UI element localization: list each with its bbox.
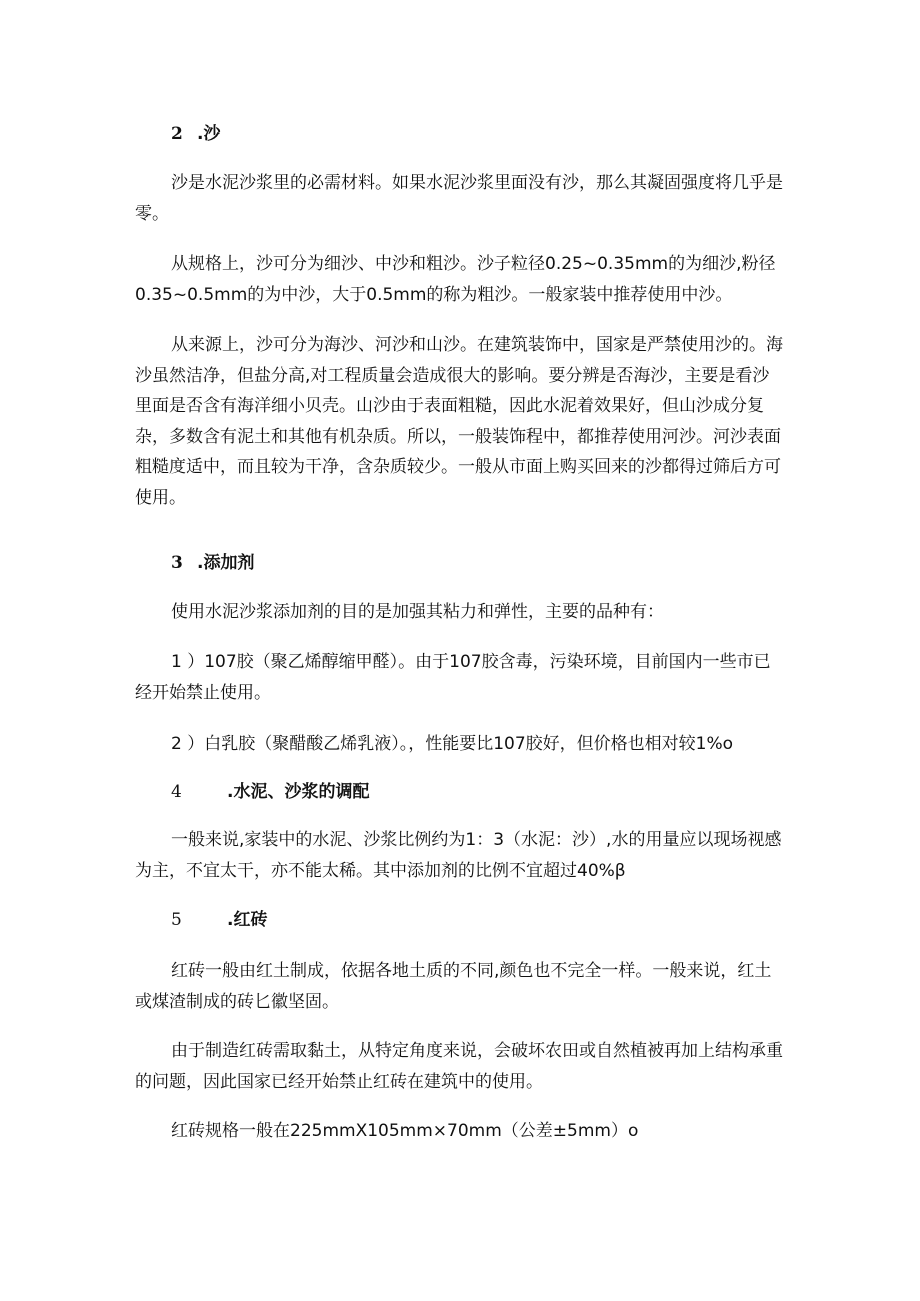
paragraph-sand-intro: 沙是水泥沙浆里的必需材料。如果水泥沙浆里面没有沙，那么其凝固强度将几乎是零。 — [135, 173, 783, 224]
section-title: .添加剂 — [197, 553, 255, 573]
paragraph-brick-size: 红砖规格一般在225mmX105mm×70mm（公差±5mm）o — [171, 1121, 639, 1141]
paragraph-brick-ban: 由于制造红砖需取黏土，从特定角度来说，会破坏农田或自然植被再加上结构承重的问题，因此国家已经开始禁止红砖在建筑中的使用。 — [135, 1041, 783, 1092]
paragraph-sand-specs: 从规格上，沙可分为细沙、中沙和粗沙。沙子粒径0.25~0.35mm的为细沙,粉径0.35~0.5mm的为中沙，大于0.5mm的称为粗沙。一般家装中推荐使用中沙。 — [135, 254, 776, 305]
paragraph-additive-item-1: 1 ）107胶（聚乙烯醇缩甲醛）。由于107胶含毒，污染环境，目前国内一些市已经开始禁止使用。 — [135, 652, 771, 703]
paragraph-brick-intro: 红砖一般由红土制成，依据各地土质的不同,颜色也不完全一样。一般来说，红土或煤渣制成的砖匕徽坚固。 — [135, 961, 772, 1012]
paragraph-mixing-ratio: 一般来说,家装中的水泥、沙浆比例约为1：3（水泥：沙）,水的用量应以现场视感为主，不宜太干，亦不能太稀。其中添加剂的比例不宜超过40%β — [135, 830, 782, 881]
section-number: 2 — [171, 124, 183, 144]
section-heading-additive — [171, 552, 254, 574]
section-heading-brick — [171, 909, 267, 931]
section-title: .红砖 — [227, 910, 268, 930]
section-number: 4 — [171, 782, 182, 802]
section-title: .水泥、沙浆的调配 — [227, 782, 370, 802]
section-title: .沙 — [197, 124, 221, 144]
section-heading-mixing — [171, 781, 369, 803]
paragraph-additive-intro: 使用水泥沙浆添加剂的目的是加强其粘力和弹性，主要的品种有： — [171, 602, 664, 622]
section-heading-sand — [171, 123, 220, 145]
section-number: 3 — [171, 553, 183, 573]
section-number: 5 — [171, 910, 182, 930]
paragraph-additive-item-2: 2 ）白乳胶（聚醋酸乙烯乳液）。，性能要比107胶好，但价格也相对较1%o — [171, 734, 734, 754]
paragraph-sand-sources: 从来源上，沙可分为海沙、河沙和山沙。在建筑装饰中，国家是严禁使用沙的。海沙虽然洁净，但盐分高,对工程质量会造成很大的影响。要分辨是否海沙，主要是看沙里面是否含有海洋细小贝壳。山沙由于表面粗糙，因此水泥着效果好，但山沙成分复杂，多数含有泥土和其他有机杂质。所以，一般装饰程中，都推荐使用河沙。河沙表面粗糙度适中，而且较为干净，含杂质较少。一般从市面上购买回来的沙都得过筛后方可使用。 — [135, 335, 783, 508]
